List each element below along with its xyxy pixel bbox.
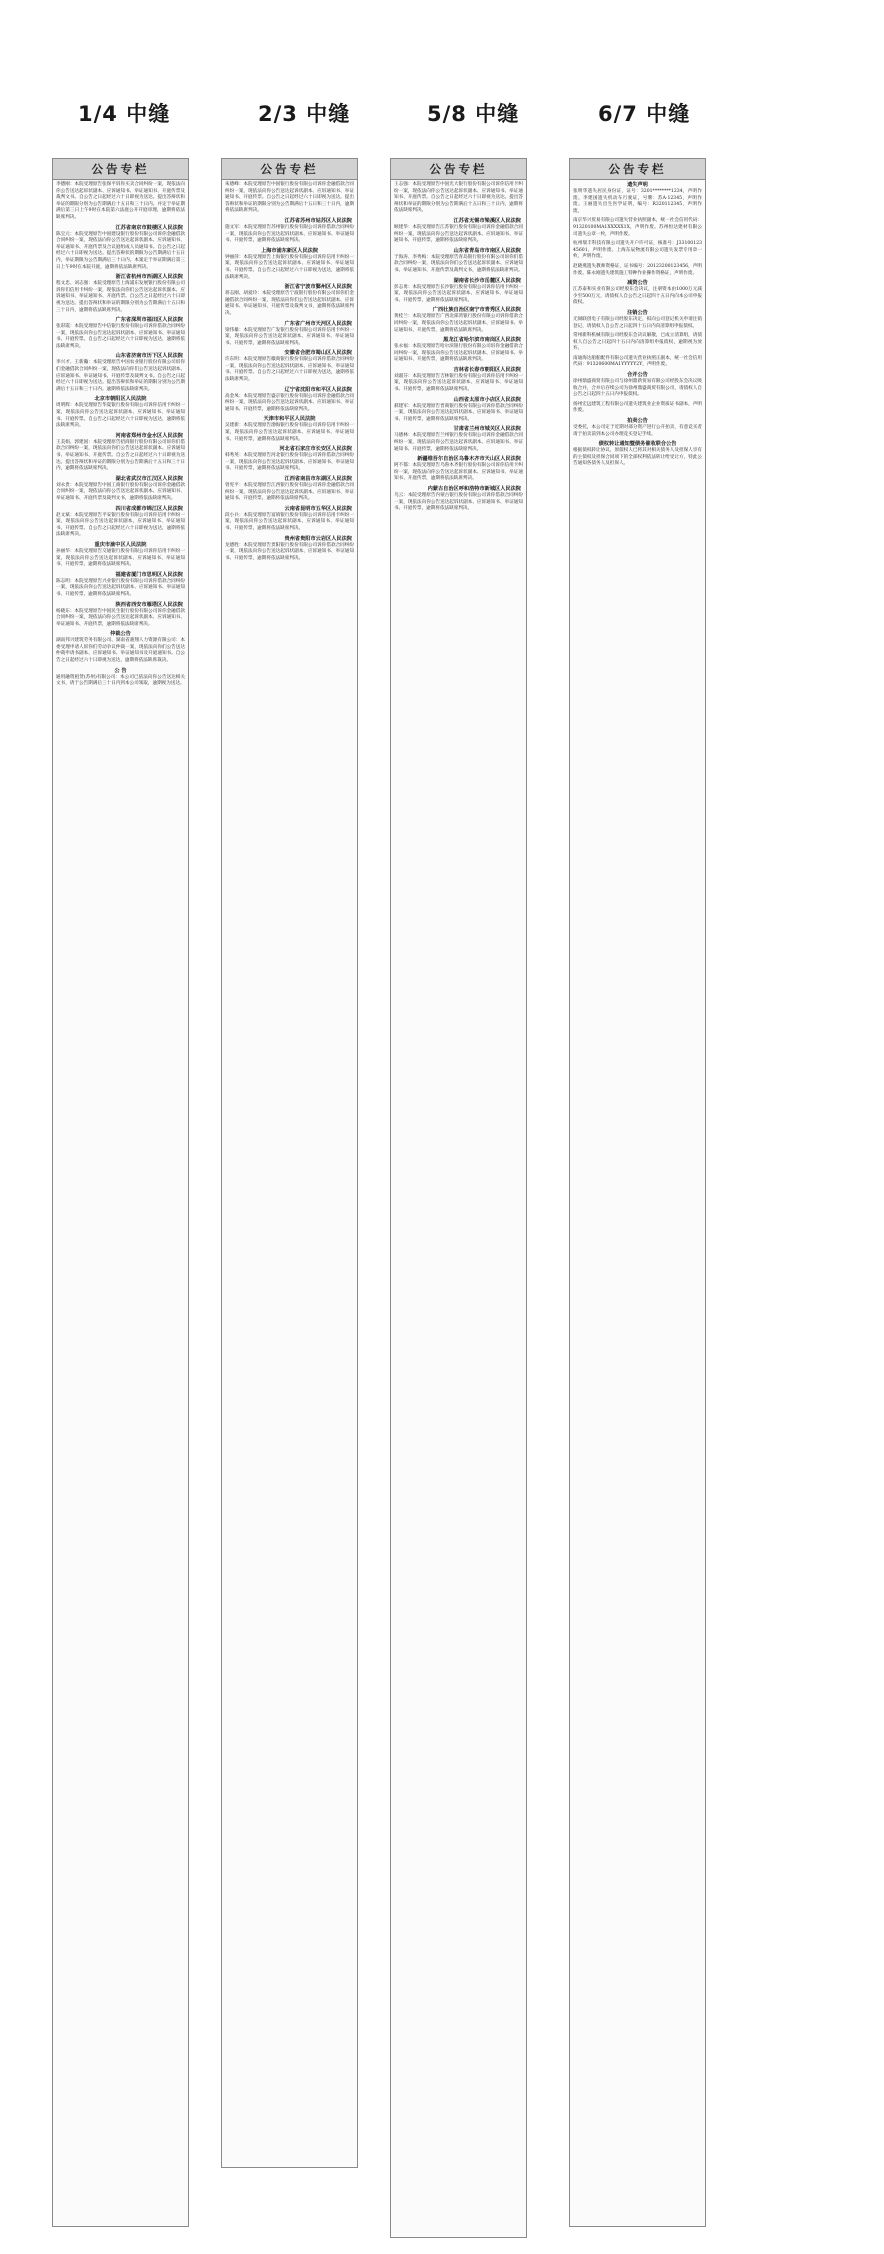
notice-text: 阿不都：本院受理原告乌鲁木齐银行股份有限公司诉你信用卡纠纷一案，现依法向你公告送达起诉状副本、应诉通知书、举证通知书、开庭传票，逾期将依法缺席判决。	[394, 463, 523, 482]
notice-item	[573, 310, 702, 330]
notice-text: 郝建军：本院受理原告晋商银行股份有限公司诉你借款合同纠纷一案，现依法向你公告送达起诉状副本、应诉通知书、举证通知书、开庭传票，逾期将依法缺席判决。	[394, 403, 523, 422]
notice-text: 李兴才、王新瀚：本院受理原告中国农业银行股份有限公司诉你们金融借款合同纠纷一案，现依法向你们公告送达起诉状副本、应诉通知书、举证通知书、开庭传票及裁判文书。自公告之日起经过六十日即视为送达。提出答辩状和举证的期限分别为公告期满后十五日和三十日内。逾期将依法缺席判决。	[56, 360, 185, 392]
column-header: 公告专栏	[222, 159, 357, 180]
notice-issuer: 内蒙古自治区呼和浩特市新城区人民法院	[427, 486, 521, 492]
notice-issuer: 广西壮族自治区南宁市青秀区人民法院	[432, 307, 521, 314]
notice-item	[573, 182, 702, 215]
notice-text: 杭州瑞丰科技有限公司遗失开户许可证，核准号：J3310012345601，声明作废。上海东辰物流有限公司遗失发票专用章一枚，声明作废。	[573, 241, 702, 260]
col-title-2: 2/3 中缝	[258, 102, 351, 126]
notice-text: 张彩霞：本院受理原告中信银行股份有限公司诉你借款合同纠纷一案，现依法向你公告送达起诉状副本、应诉通知书、举证通知书、开庭传票。自公告之日起经过六十日即视为送达，逾期将依法缺席判决。	[56, 324, 185, 349]
notice-issuer: 北京市朝阳区人民法院	[94, 396, 147, 403]
notice-text: 高金凤：本院受理原告盛京银行股份有限公司诉你金融借款合同纠纷一案，现依法向你公告送达起诉状副本、应诉通知书、举证通知书、开庭传票，逾期将依法缺席判决。	[225, 393, 354, 412]
notice-item	[394, 337, 523, 364]
notice-issuer: 湖北省武汉市江汉区人民法院	[115, 475, 183, 482]
notice-text: 赵文斌：本院受理原告平安银行股份有限公司诉你信用卡纠纷一案，现依法向你公告送达起诉状副本、应诉通知书、举证通知书、开庭传票。自公告之日起经过六十日即视为送达，逾期将依法缺席判决。	[56, 512, 185, 538]
notice-item	[573, 280, 702, 307]
notice-issuer: 山东省济南市历下区人民法院	[115, 353, 183, 360]
notice-text: 蒋志刚、胡爱玲：本院受理原告宁波银行股份有限公司诉你们金融借款合同纠纷一案，现依法向你们公告送达起诉状副本、应诉通知书、举证通知书、开庭传票及裁判文书，逾期将依法缺席判决。	[225, 291, 354, 316]
notice-item	[225, 476, 354, 503]
notice-text: 刘淑芬：本院受理原告吉林银行股份有限公司诉你信用卡纠纷一案，现依法向你公告送达起诉状副本、应诉通知书、举证通知书、开庭传票，逾期将依法缺席判决。	[394, 373, 523, 393]
notice-text: 孙丽华：本院受理原告交通银行股份有限公司诉你信用卡纠纷一案，现依法向你公告送达起诉状副本、应诉通知书、举证通知书、开庭传票，逾期将依法缺席判决。	[56, 548, 185, 568]
notice-text: 赵晓燕遗失教师资格证，证书编号：20123200123456，声明作废。陈永刚遗失建筑施工特种作业操作资格证，声明作废。	[573, 263, 702, 276]
notice-text: 朱德峰：本院受理原告中国银行股份有限公司诉你金融借款合同纠纷一案，现依法向你公告送达起诉状副本、应诉通知书、举证通知书、开庭传票。自公告之日起经过六十日即视为送达。提出答辩状和举证的期限分别为公告期满后十五日和三十日内，逾期将依法缺席判决。	[225, 182, 354, 214]
notice-text: 南京华兴贸易有限公司遗失营业执照副本，统一社会信用代码：91320100MA1XXXXX1X，声明作废。苏州恒达建材有限公司遗失公章一枚，声明作废。	[573, 218, 702, 237]
notice-text: 扬州宏远建筑工程有限公司遗失建筑业企业资质证书副本，声明作废。	[573, 401, 702, 414]
notice-item	[573, 372, 702, 399]
notice-item	[573, 218, 702, 238]
notice-issuer: 黑龙江省哈尔滨市南岗区人民法院	[443, 337, 521, 344]
notice-text: 乌云：本院受理原告内蒙古银行股份有限公司诉你借款合同纠纷一案，现依法向你公告送达起诉状副本、应诉通知书、举证通知书、开庭传票，逾期将依法缺席判决。	[394, 493, 523, 512]
notice-text: 刘永贵：本院受理原告中国工商银行股份有限公司诉你金融借款合同纠纷一案，现依法向你公告送达起诉状副本、应诉通知书、举证通知书、开庭传票及裁判文书，逾期将依法缺席判决。	[56, 482, 185, 501]
notice-text: 通用融资租赁(苏州)有限公司：本公司已依法向你公告送达相关文书，请于公告期满后三十日内到本公司领取，逾期视为送达。	[56, 674, 185, 687]
notice-text: 顾建华：本院受理原告江苏银行股份有限公司诉你金融借款合同纠纷一案，现依法向你公告送达起诉状副本、应诉通知书、举证通知书、开庭传票，逾期将依法缺席判决。	[394, 224, 523, 244]
notice-item	[225, 446, 354, 473]
notice-text: 江苏泰和实业有限公司经股东会决议，注册资本由1000万元减少至500万元，请债权人自公告之日起四十五日内向本公司申报债权。	[573, 287, 702, 306]
notice-text: 受委托，本公司定于近期对部分资产进行公开拍卖，有意竞买者请于拍卖前到本公司办理竞买登记手续。	[573, 425, 702, 437]
notice-issuer: 甘肃省兰州市城关区人民法院	[453, 426, 521, 433]
notice-text: 南通海达船舶配件有限公司遗失营业执照正副本，统一社会信用代码：91320600MA1YYYYY2Y，声明作废。	[573, 355, 702, 368]
notice-item	[56, 542, 185, 569]
notice-text: 湖南邦兴建筑劳务有限公司、湖南省骏翔人力资源有限公司：本委受理申请人诉你们劳动争议仲裁一案，现依法向你们公告送达仲裁申请书副本、应诉通知书、举证通知书及开庭通知书。自公告之日起经过六十日即视为送达，逾期将依法缺席裁决。	[56, 638, 185, 664]
notice-item	[394, 182, 523, 215]
notice-item	[394, 426, 523, 453]
notice-item	[394, 367, 523, 394]
notice-item	[573, 241, 702, 261]
notice-text: 根据债权转让协议，原债权人已将其对相关债务人及担保人享有的主债权及担保合同项下的全部权利依法转让给受让方，特此公告通知各债务人及担保人。	[573, 448, 702, 467]
notice-text: 龙德胜：本院受理原告贵阳银行股份有限公司诉你借款合同纠纷一案，现依法向你公告送达起诉状副本、应诉通知书、举证通知书、开庭传票，逾期将依法缺席判决。	[225, 542, 354, 561]
notice-column-1	[52, 158, 189, 2227]
notice-item	[225, 506, 354, 533]
notice-issuer: 天津市和平区人民法院	[263, 416, 316, 423]
notice-issuer: 江西省南昌市东湖区人民法院	[284, 476, 352, 482]
notice-text: 马德林：本院受理原告兰州银行股份有限公司诉你金融借款合同纠纷一案，现依法向你公告送达起诉状副本、应诉通知书、举证通知书、开庭传票，逾期将依法缺席判决。	[394, 433, 523, 452]
notice-item	[56, 225, 185, 272]
notice-issuer: 安徽省合肥市蜀山区人民法院	[284, 350, 352, 357]
notice-text: 王美娟、郭建国：本院受理原告招商银行股份有限公司诉你们借款合同纠纷一案，现依法向你们公告送达起诉状副本、应诉通知书、举证通知书、开庭传票。自公告之日起经过六十日即视为送达。提出答辩状和举证的期限分别为公告期满后十五日和三十日内，逾期将依法缺席判决。	[56, 439, 185, 472]
notice-item	[56, 182, 185, 222]
notice-item	[573, 356, 702, 369]
column-body	[570, 180, 705, 473]
notice-issuer: 新疆维吾尔自治区乌鲁木齐市天山区人民法院	[417, 456, 521, 463]
notice-item	[56, 506, 185, 539]
notice-issuer: 江苏省南京市鼓楼区人民法院	[115, 224, 183, 231]
notice-item	[394, 218, 523, 245]
notice-issuer: 山东省青岛市市南区人民法院	[453, 247, 521, 254]
notice-item	[225, 218, 354, 245]
notice-text: 陈宝元：本院受理原告中国建设银行股份有限公司诉你金融借款合同纠纷一案，现依法向你公告送达起诉状副本、应诉通知书、举证通知书、开庭传票及合议庭组成人员通知书。自公告之日起经过六十日即视为送达。提出答辩状的期限为公告期满后十五日内，举证期限为公告期满后三十日内。本案定于举证期满后第三日上午9时在本院开庭，逾期将依法缺席判决。	[56, 231, 185, 270]
notice-text: 梁伟雄：本院受理原告广发银行股份有限公司诉你信用卡纠纷一案，现依法向你公告送达起诉状副本、应诉通知书、举证通知书、开庭传票，逾期将依法缺席判决。	[225, 327, 354, 346]
col-title-4: 6/7 中缝	[598, 102, 691, 126]
notice-text: 无锡联创电子有限公司经股东决定，拟向公司登记机关申请注销登记，请债权人自公告之日起四十五日内向清算组申报债权。	[573, 316, 702, 329]
notice-item	[573, 264, 702, 277]
notice-issuer: 遗失声明	[627, 182, 648, 188]
column-header: 公告专栏	[391, 159, 526, 180]
notice-issuer: 拍卖公告	[627, 418, 648, 425]
notice-issuer: 债权转让通知暨债务催收联合公告	[598, 441, 677, 448]
notice-issuer: 吉林省长春市朝阳区人民法院	[453, 366, 521, 373]
column-body	[222, 180, 357, 567]
notice-issuer: 减资公告	[627, 280, 648, 287]
notice-text: 张永福：本院受理原告哈尔滨银行股份有限公司诉你金融借款合同纠纷一案，现依法向你公告送达起诉状副本、应诉通知书、举证通知书、开庭传票，逾期将依法缺席判决。	[394, 344, 523, 363]
notice-issuer: 合并公告	[627, 372, 648, 379]
notice-text: 王志强：本院受理原告中国光大银行股份有限公司诉你信用卡纠纷一案，现依法向你公告送达起诉状副本、应诉通知书、举证通知书、开庭传票。自公告之日起经过六十日即视为送达。提出答辩状和举证的期限分别为公告期满后十五日和三十日内，逾期将依法缺席判决。	[394, 182, 523, 214]
notice-issuer: 江苏省无锡市梁溪区人民法院	[453, 217, 521, 224]
notice-text: 曾宪平：本院受理原告江西银行股份有限公司诉你金融借款合同纠纷一案，现依法向你公告送达起诉状副本、应诉通知书、举证通知书、开庭传票，逾期将依法缺席判决。	[225, 483, 354, 502]
notice-item	[56, 668, 185, 688]
notice-issuer: 重庆市渝中区人民法院	[94, 541, 147, 548]
notice-text: 常州新科机械有限公司经股东会决议解散，已成立清算组，请债权人自公告之日起四十五日内向清算组申报债权，逾期视为放弃。	[573, 333, 702, 352]
notice-item	[225, 416, 354, 443]
notice-text: 程文忠、刘志强：本院受理原告上海浦东发展银行股份有限公司诉你们信用卡纠纷一案，现依法向你们公告送达起诉状副本、应诉通知书、举证通知书、开庭传票。自公告之日起经过六十日即视为送达。提出答辩状和举证的期限分别为公告期满后十五日和三十日内，逾期将依法缺席判决。	[56, 281, 185, 313]
notice-text: 杨晓东：本院受理原告中国民生银行股份有限公司诉你金融借款合同纠纷一案，现依法向你公告送达起诉状副本、应诉通知书、举证通知书、开庭传票，逾期将依法缺席判决。	[56, 608, 185, 627]
notice-column-2	[221, 158, 358, 2168]
notice-issuer: 广东省深圳市福田区人民法院	[115, 317, 183, 324]
notice-issuer: 河北省石家庄市长安区人民法院	[279, 446, 352, 453]
notice-text: 许东明：本院受理原告徽商银行股份有限公司诉你借款合同纠纷一案，现依法向你公告送达起诉状副本、应诉通知书、举证通知书、开庭传票。自公告之日起经过六十日即视为送达，逾期将依法缺席判决。	[225, 357, 354, 383]
column-header: 公告专栏	[53, 159, 188, 180]
notice-item	[394, 397, 523, 424]
notice-text: 吴建新：本院受理原告渤海银行股份有限公司诉你信用卡纠纷一案，现依法向你公告送达起诉状副本、应诉通知书、举证通知书、开庭传票，逾期将依法缺席判决。	[225, 423, 354, 442]
notice-issuer: 山西省太原市小店区人民法院	[453, 396, 521, 403]
notice-issuer: 上海市浦东新区人民法院	[260, 247, 319, 254]
notice-issuer: 湖南省长沙市岳麓区人民法院	[453, 277, 521, 284]
notice-item	[56, 317, 185, 350]
notice-text: 周明辉：本院受理原告华夏银行股份有限公司诉你信用卡纠纷一案，现依法向你公告送达起诉状副本、应诉通知书、举证通知书、开庭传票。自公告之日起经过六十日即视为送达，逾期将依法缺席判决。	[56, 403, 185, 429]
notice-text: 黄桂兰：本院受理原告广西北部湾银行股份有限公司诉你借款合同纠纷一案，现依法向你公告送达起诉状副本、应诉通知书、举证通知书、开庭传票，逾期将依法缺席判决。	[394, 314, 523, 333]
col-title-1: 1/4 中缝	[78, 102, 171, 126]
notice-item	[56, 433, 185, 473]
notice-text: 于海涛、李秀梅：本院受理原告青岛银行股份有限公司诉你们借款合同纠纷一案，现依法向你们公告送达起诉状副本、应诉通知书、举证通知书、开庭传票及裁判文书，逾期将依法缺席判决。	[394, 254, 523, 273]
notice-text: 段小兵：本院受理原告富滇银行股份有限公司诉你信用卡纠纷一案，现依法向你公告送达起诉状副本、应诉通知书、举证通知书、开庭传票，逾期将依法缺席判决。	[225, 512, 354, 531]
notice-issuer: 四川省成都市锦江区人民法院	[115, 505, 183, 512]
notice-text: 陈志明：本院受理原告兴业银行股份有限公司诉你借款合同纠纷一案，现依法向你公告送达起诉状副本、应诉通知书、举证通知书、开庭传票，逾期将依法缺席判决。	[56, 578, 185, 597]
notice-issuer: 仲裁公告	[110, 631, 131, 638]
notice-item	[56, 476, 185, 503]
notice-column-4	[569, 158, 706, 2227]
notice-item	[225, 182, 354, 215]
notice-issuer: 注销公告	[627, 309, 648, 316]
notice-issuer: 河南省郑州市金水区人民法院	[115, 432, 183, 439]
notice-item	[394, 456, 523, 483]
notice-issuer: 陕西省西安市雁塔区人民法院	[115, 601, 183, 608]
column-header: 公告专栏	[570, 159, 705, 180]
notice-text: 李德刚：本院受理原告张保平诉你买卖合同纠纷一案，现依法向你公告送达起诉状副本、应诉通知书、举证通知书、开庭传票及裁判文书。自公告之日起经过六十日即视为送达。提出答辩状和举证的期限分别为公告期满后十五日和三十日内。并定于举证期满后第三日上午9时在本院第六法庭公开开庭审理，逾期将依法缺席判决。	[56, 182, 185, 220]
notice-text: 彭志勇：本院受理原告长沙银行股份有限公司诉你信用卡纠纷一案，现依法向你公告送达起诉状副本、应诉通知书、举证通知书、开庭传票，逾期将依法缺席判决。	[394, 284, 523, 303]
notice-issuer: 江苏省苏州市姑苏区人民法院	[284, 217, 352, 224]
notice-issuer: 公 告	[114, 667, 127, 674]
column-body	[53, 180, 188, 693]
notice-item	[225, 248, 354, 281]
notice-item	[573, 418, 702, 438]
notice-text: 徐州鼎盛商贸有限公司与徐州鼎新贸易有限公司经股东会决议吸收合并，合并后存续公司为徐州鼎盛商贸有限公司，请债权人自公告之日起四十五日内申报债权。	[573, 379, 702, 398]
notice-issuer: 广东省广州市天河区人民法院	[284, 320, 352, 327]
notice-issuer: 浙江省宁波市鄞州区人民法院	[284, 284, 352, 291]
notice-text: 钟丽萍：本院受理原告上海银行股份有限公司诉你信用卡纠纷一案，现依法向你公告送达起诉状副本、应诉通知书、举证通知书、开庭传票。自公告之日起经过六十日即视为送达，逾期将依法缺席判决。	[225, 254, 354, 280]
notice-column-3	[390, 158, 527, 2238]
notice-text: 韩秀英：本院受理原告河北银行股份有限公司诉你借款合同纠纷一案，现依法向你公告送达起诉状副本、应诉通知书、举证通知书、开庭传票，逾期将依法缺席判决。	[225, 453, 354, 472]
notice-item	[56, 572, 185, 599]
notice-item	[225, 350, 354, 383]
notice-item	[225, 321, 354, 348]
notice-item	[573, 402, 702, 415]
notice-item	[225, 536, 354, 563]
notice-issuer: 浙江省杭州市西湖区人民法院	[115, 274, 183, 281]
notice-item	[394, 486, 523, 513]
notice-text: 张明华遗失居民身份证，证号：3201********1234，声明作废。李建国遗失机动车行驶证，号牌：苏A·12345，声明作废。王丽遗失出生医学证明，编号：R320112345，声明作废。	[573, 189, 702, 214]
notice-item	[225, 284, 354, 317]
notice-text: 施文军：本院受理原告苏州银行股份有限公司诉你借款合同纠纷一案，现依法向你公告送达起诉状副本、应诉通知书、举证通知书、开庭传票，逾期将依法缺席判决。	[225, 224, 354, 244]
notice-issuer: 贵州省贵阳市云岩区人民法院	[284, 535, 352, 542]
notice-item	[394, 278, 523, 305]
notice-issuer: 福建省厦门市思明区人民法院	[115, 571, 183, 578]
notice-item	[394, 307, 523, 334]
notice-issuer: 辽宁省沈阳市和平区人民法院	[284, 386, 352, 393]
column-body	[391, 180, 526, 518]
notice-item	[573, 333, 702, 353]
notice-item	[56, 353, 185, 393]
notice-issuer: 云南省昆明市五华区人民法院	[284, 505, 352, 512]
col-title-3: 5/8 中缝	[427, 102, 520, 126]
notice-item	[573, 441, 702, 468]
notice-item	[56, 396, 185, 429]
notice-item	[56, 602, 185, 629]
notice-item	[56, 631, 185, 664]
notice-item	[394, 248, 523, 275]
notice-item	[56, 274, 185, 314]
notice-item	[225, 387, 354, 414]
